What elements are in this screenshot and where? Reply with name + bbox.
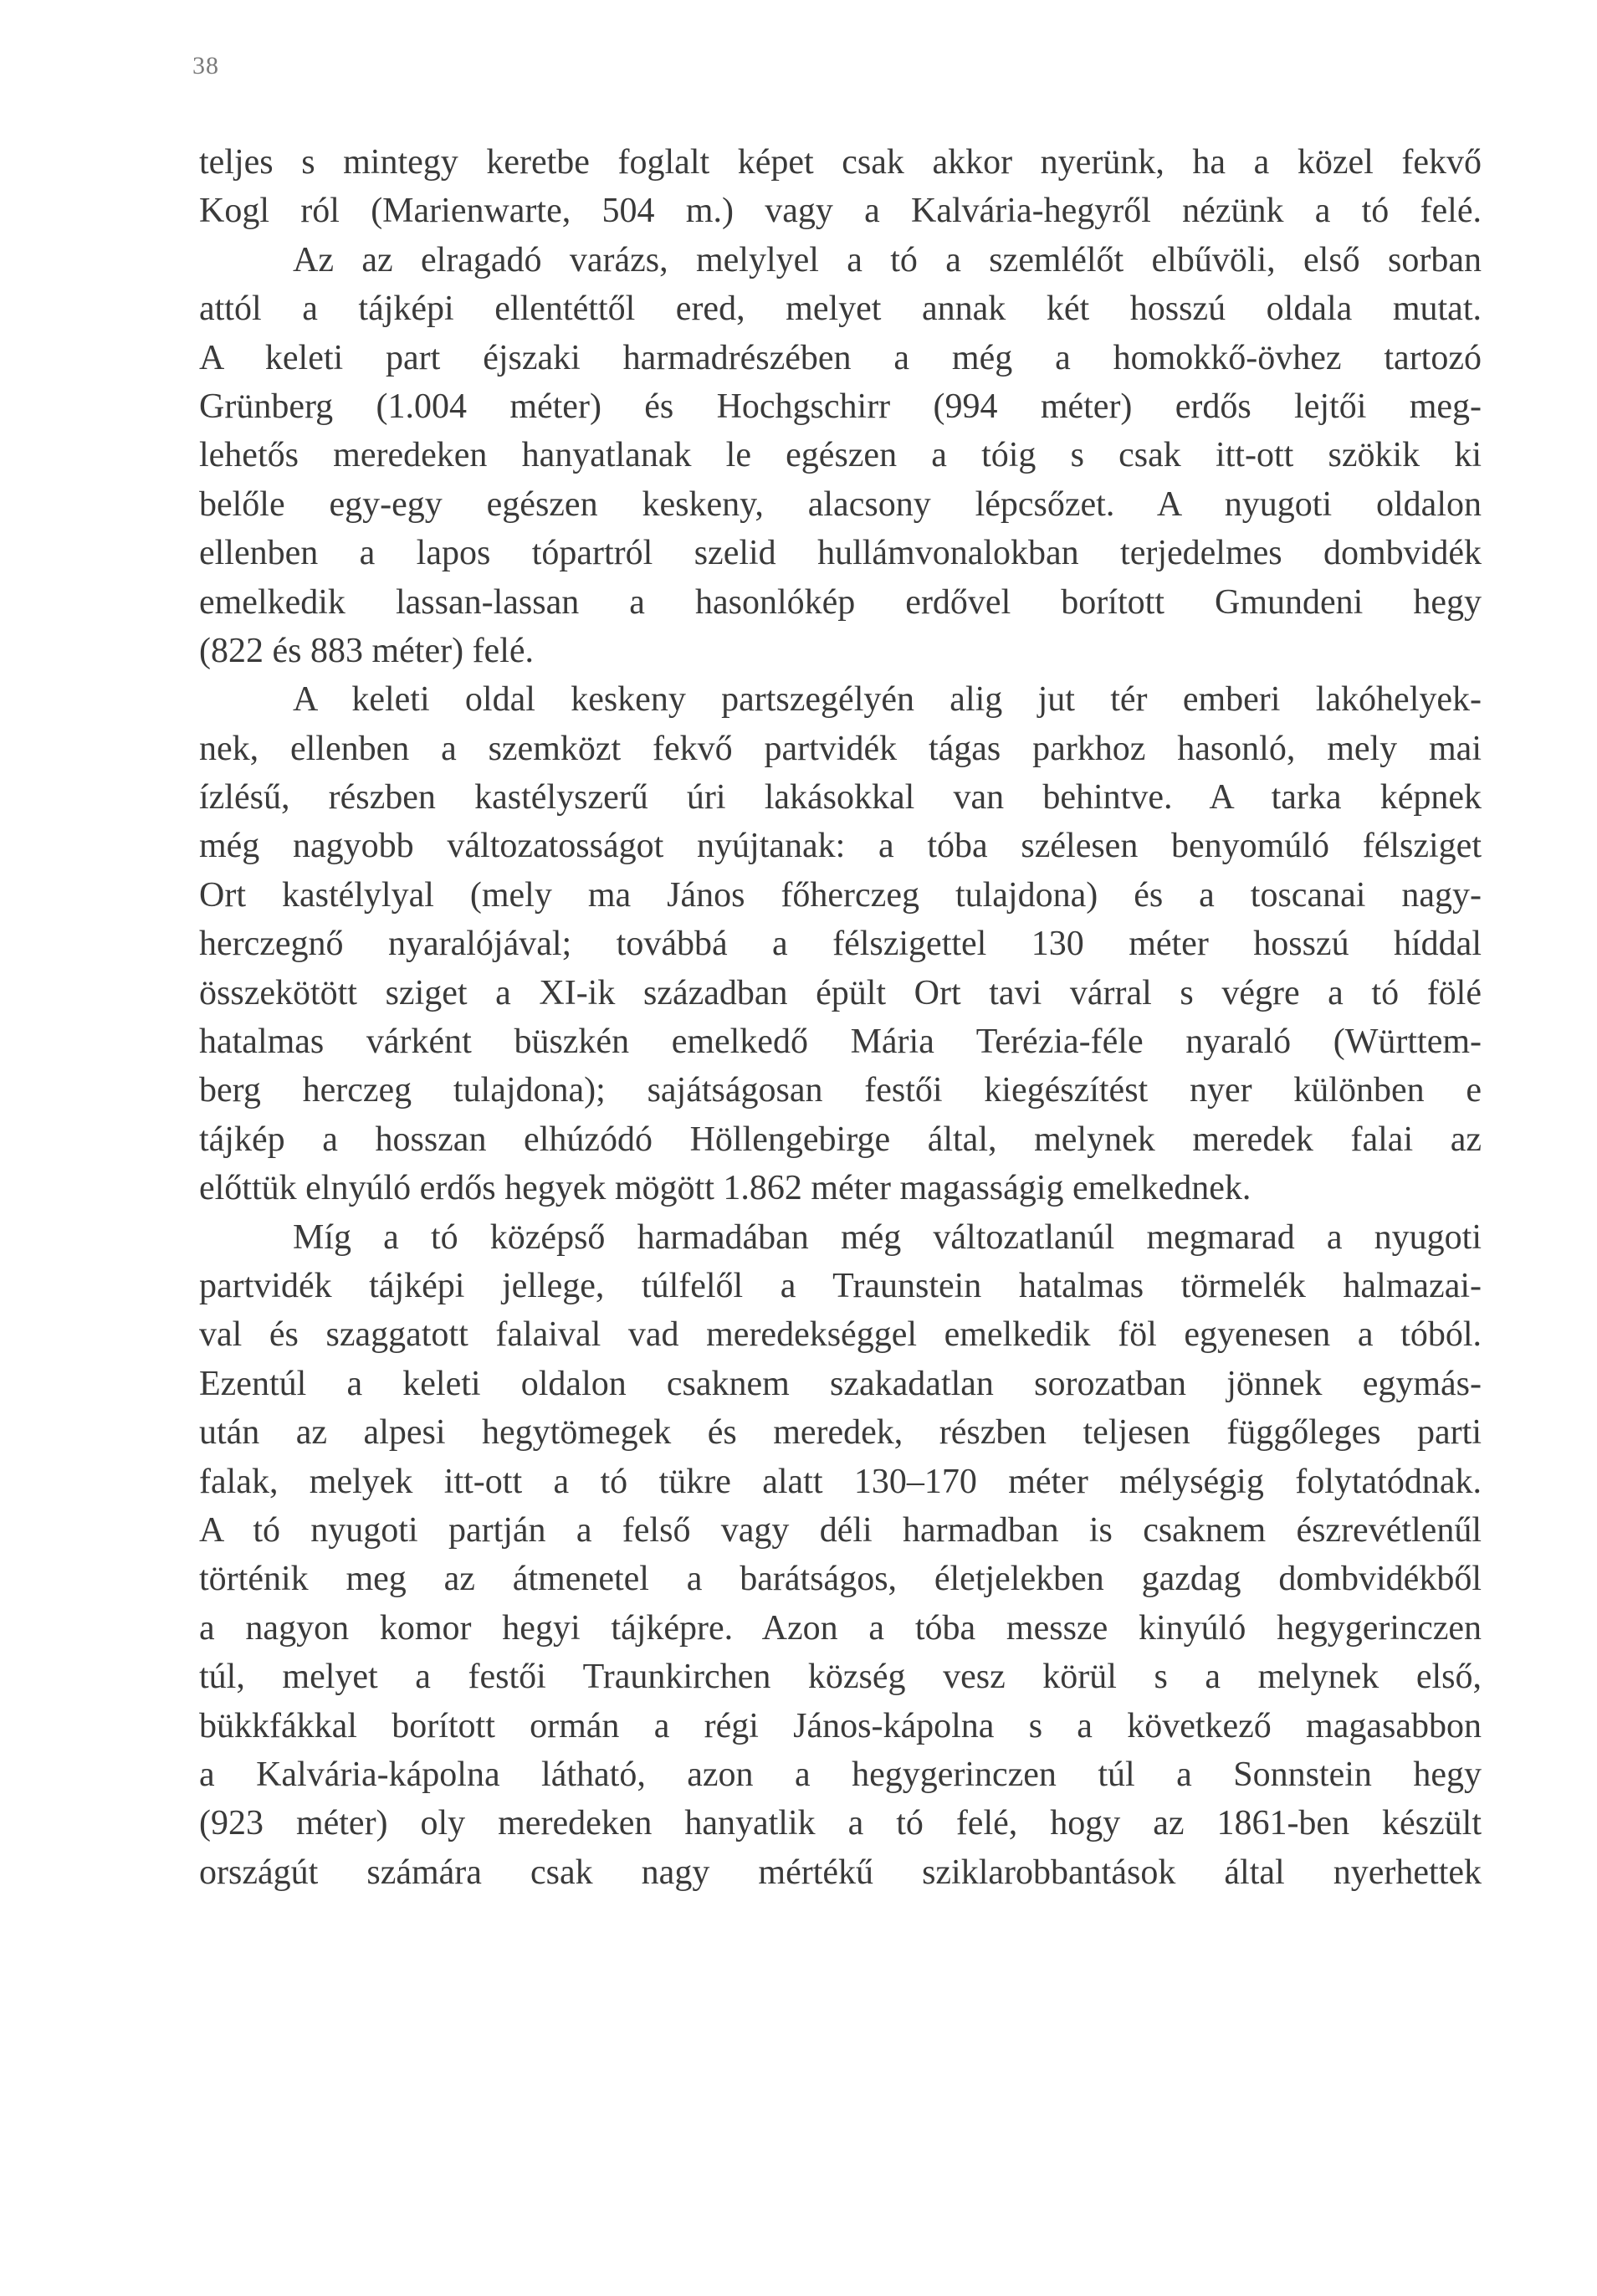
text-line: a Kalvária-kápolna látható, azon a hegygerinczen túl a Sonnstein hegy [199,1755,1482,1794]
text-line: berg herczeg tulajdona); sajátságosan festői kiegészítést nyer különben e [199,1071,1482,1110]
text-line: összekötött sziget a XI-ik században épült Ort tavi várral s végre a tó fölé [199,973,1482,1012]
text-line: Grünberg (1.004 méter) és Hochgschirr (994 méter) erdős lejtői meg- [199,387,1482,426]
text-line: után az alpesi hegytömegek és meredek, részben teljesen függőleges parti [199,1413,1482,1453]
text-line: Az az elragadó varázs, melylyel a tó a szemlélőt elbűvöli, első sorban [293,240,1482,279]
text-line: belőle egy-egy egészen keskeny, alacsony lépcsőzet. A nyugoti oldalon [199,484,1482,524]
text-line: a nagyon komor hegyi tájképre. Azon a tóba messze kinyúló hegygerinczen [199,1608,1482,1648]
text-line: attól a tájképi ellentéttől ered, melyet annak két hosszú oldala mutat. [199,290,1482,329]
text-line: Ezentúl a keleti oldalon csaknem szakadatlan sorozatban jönnek egymás- [199,1364,1482,1403]
body-text [199,138,1482,1897]
text-line: falak, melyek itt-ott a tó tükre alatt 130–170 méter mélységig folytatódnak. [199,1462,1482,1501]
text-line: teljes s mintegy keretbe foglalt képet csak akkor nyerünk, ha a közel fekvő [199,143,1482,182]
text-line: (923 méter) oly meredeken hanyatlik a tó felé, hogy az 1861-ben készült [199,1804,1482,1843]
text-line: ízlésű, részben kastélyszerű úri lakásokkal van behintve. A tarka képnek [199,778,1482,817]
text-line: előttük elnyúló erdős hegyek mögött 1.862 méter magasságig emelkednek. [199,1169,1251,1208]
text-line: Míg a tó középső harmadában még változatlanúl megmarad a nyugoti [293,1217,1482,1257]
text-line: A keleti part éjszaki harmadrészében a még a homokkő-övhez tartozó [199,338,1482,377]
text-line: partvidék tájképi jellege, túlfelől a Traunstein hatalmas törmelék halmazai- [199,1266,1482,1305]
text-line: hatalmas várként büszkén emelkedő Mária Terézia-féle nyaraló (Württem- [199,1022,1482,1062]
text-line: Ort kastélylyal (mely ma János főherczeg tulajdona) és a toscanai nagy- [199,875,1482,915]
text-line: val és szaggatott falaival vad meredekséggel emelkedik föl egyenesen a tóból. [199,1315,1482,1355]
text-line: Kogl ról (Marienwarte, 504 m.) vagy a Kalvária-hegyről nézünk a tó felé. [199,192,1482,231]
text-line: túl, melyet a festői Traunkirchen község vesz körül s a melynek első, [199,1658,1482,1697]
text-line: bükkfákkal borított ormán a régi János-kápolna s a következő magasabbon [199,1706,1482,1745]
text-line: még nagyobb változatosságot nyújtanak: a tóba szélesen benyomúló félsziget [199,827,1482,866]
text-line: herczegnő nyaralójával; továbbá a félszigettel 130 méter hosszú híddal [199,925,1482,964]
text-line: országút számára csak nagy mértékű sziklarobbantások által nyerhettek [199,1853,1482,1892]
text-line: ellenben a lapos tópartról szelid hullámvonalokban terjedelmes dombvidék [199,534,1482,573]
text-line: történik meg az átmenetel a barátságos, életjelekben gazdag dombvidékből [199,1560,1482,1599]
page-number: 38 [192,52,219,79]
text-line: (822 és 883 méter) felé. [199,631,535,670]
text-line: emelkedik lassan-lassan a hasonlókép erdővel borított Gmundeni hegy [199,582,1482,622]
text-line: A tó nyugoti partján a felső vagy déli harmadban is csaknem észrevétlenűl [199,1510,1482,1550]
text-line: nek, ellenben a szemközt fekvő partvidék tágas parkhoz hasonló, mely mai [199,729,1482,768]
text-line: tájkép a hosszan elhúzódó Höllengebirge által, melynek meredek falai az [199,1120,1482,1159]
text-line: A keleti oldal keskeny partszegélyén alig jut tér emberi lakóhelyek- [293,680,1482,720]
text-line: lehetős meredeken hanyatlanak le egészen a tóig s csak itt-ott szökik ki [199,436,1482,475]
